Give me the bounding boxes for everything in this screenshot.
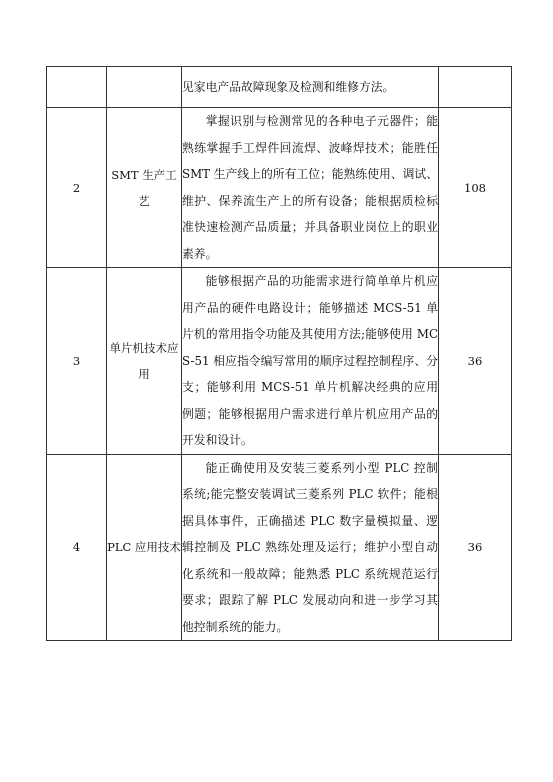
table-row [47, 67, 512, 108]
row-number: 4 [47, 454, 107, 641]
course-description-text: 能够根据产品的功能需求进行简单单片机应用产品的硬件电路设计；能够描述 MCS-51 单片机的常用指令功能及其使用方法;能够使用 MCS-51 相应指令编写常用的顺序过程控制程序、分支；能够利用 MCS-51 单片机解决经典的应用例题；能够根据用户需求进行单片机应用产品的开发和设计。 [182, 274, 438, 447]
course-name: PLC 应用技术 [107, 454, 182, 641]
course-hours: 36 [439, 268, 512, 455]
table-row [47, 454, 512, 641]
course-hours: 108 [439, 108, 512, 268]
table-row [47, 108, 512, 268]
row-number: 2 [47, 108, 107, 268]
row-number [47, 67, 107, 108]
course-description [182, 67, 439, 108]
course-description [182, 268, 439, 455]
course-description [182, 108, 439, 268]
row-number: 3 [47, 268, 107, 455]
course-description-text: 掌握识别与检测常见的各种电子元器件；能熟练掌握手工焊件回流焊、波峰焊技术；能胜任 SMT 生产线上的所有工位；能熟练使用、调试、维护、保养流生产上的所有设备；能根据质检标准快速检测产品质量；并具备职业岗位上的职业素养。 [182, 114, 438, 261]
course-description [182, 454, 439, 641]
course-hours: 36 [439, 454, 512, 641]
table-row [47, 268, 512, 455]
course-hours [439, 67, 512, 108]
course-description-text: 能正确使用及安装三菱系列小型 PLC 控制系统;能完整安装调试三菱系列 PLC 软件；能根据具体事件，正确描述 PLC 数字量模拟量、逻辑控制及 PLC 熟练处理及运行；维护小型自动化系统和一般故障；能熟悉 PLC 系统规范运行要求；跟踪了解 PLC 发展动向和进一步学习其他控制系统的能力。 [182, 460, 438, 634]
course-name: SMT 生产工艺 [107, 108, 182, 268]
course-description-text: 见家电产品故障现象及检测和维修方法。 [182, 79, 395, 94]
course-name [107, 67, 182, 108]
course-name: 单片机技术应用 [107, 268, 182, 455]
course-table [46, 66, 512, 641]
